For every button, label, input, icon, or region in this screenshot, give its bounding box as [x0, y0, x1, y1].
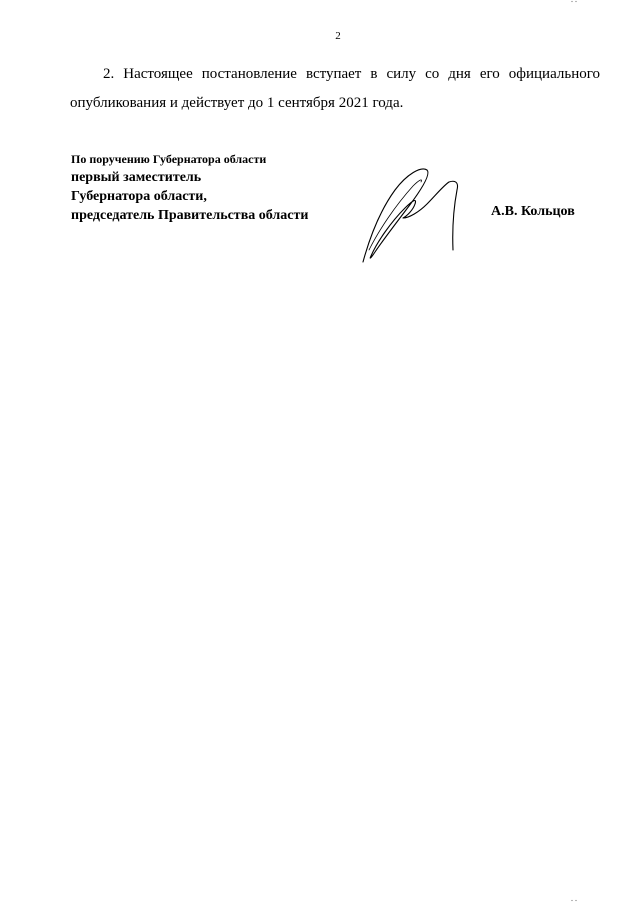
page-number: 2: [335, 30, 341, 42]
signature-block: [71, 150, 308, 225]
signature-line-1: По поручению Губернатора области: [71, 152, 267, 166]
scan-artifact-top: [570, 0, 580, 3]
scan-artifact-bottom: [570, 899, 580, 902]
signature-line-4: председатель Правительства области: [71, 208, 309, 223]
handwritten-signature: [355, 160, 485, 268]
body-paragraph: 2. Настоящее постановление вступает в силу со дня его официального опубликования и действует до 1 сентября 2021 года.: [70, 66, 600, 111]
signature-line-3: Губернатора области,: [71, 189, 207, 204]
signature-line-2: первый заместитель: [71, 170, 202, 185]
signer-name: А.В. Кольцов: [491, 204, 575, 219]
